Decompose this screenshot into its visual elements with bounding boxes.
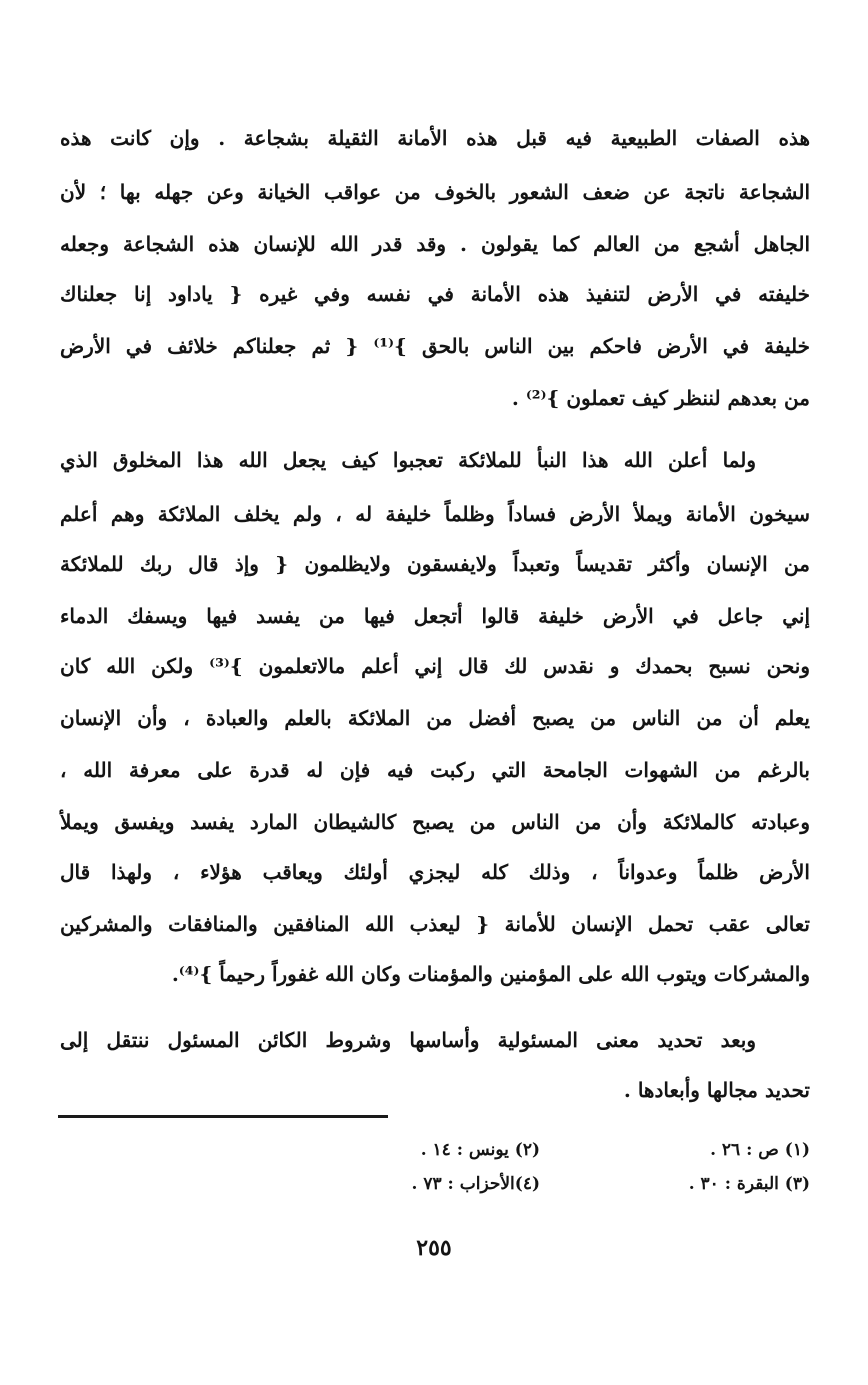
body-line: الشجاعة ناتجة عن ضعف الشعور بالخوف من عواقب الخيانة وعن جهله بها ؛ لأن xyxy=(60,180,810,204)
footnote: (١) ص : ٢٦ . xyxy=(710,1140,810,1160)
body-line: إني جاعل في الأرض خليفة قالوا أتجعل فيها من يفسد فيها ويسفك الدماء xyxy=(60,604,810,628)
body-line: الجاهل أشجع من العالم كما يقولون . وقد قدر الله للإنسان هذه الشجاعة وجعله xyxy=(60,232,810,256)
footnote: (٤)الأحزاب : ٧٣ . xyxy=(411,1174,540,1194)
footnote: (٢) يونس : ١٤ . xyxy=(420,1140,540,1160)
body-line: وعبادته كالملائكة وأن من الناس من يصبح كالشيطان المارد يفسد ويفسق ويملأ xyxy=(60,810,811,834)
body-line: يعلم أن من الناس من يصبح أفضل من الملائكة بالعلم والعبادة ، وأن الإنسان xyxy=(60,706,810,730)
body-line: والمشركات ويتوب الله على المؤمنين والمؤمنات وكان الله غفوراً رحيماً }⁽⁴⁾. xyxy=(171,962,810,986)
body-line: من الإنسان وأكثر تقديساً وتعبداً ولايفسقون ولايظلمون { وإذ قال ربك للملائكة xyxy=(60,552,810,576)
body-line: تعالى عقب تحمل الإنسان للأمانة { ليعذب الله المنافقين والمنافقات والمشركين xyxy=(60,912,810,936)
footnote: (٣) البقرة : ٣٠ . xyxy=(688,1174,810,1194)
page-number: ٢٥٥ xyxy=(416,1235,452,1261)
body-line: بالرغم من الشهوات الجامحة التي ركبت فيه فإن له قدرة على معرفة الله ، xyxy=(60,758,810,782)
body-line: هذه الصفات الطبيعية فيه قبل هذه الأمانة الثقيلة بشجاعة . وإن كانت هذه xyxy=(60,126,810,150)
body-line: خليفة في الأرض فاحكم بين الناس بالحق }⁽¹⁾ { ثم جعلناكم خلائف في الأرض xyxy=(60,334,811,358)
body-line: من بعدهم لننظر كيف تعملون }⁽²⁾ . xyxy=(511,386,810,410)
footnote-separator xyxy=(58,1115,388,1118)
body-line: الأرض ظلماً وعدواناً ، وذلك كله ليجزي أولئك ويعاقب هؤلاء ، ولهذا قال xyxy=(60,860,810,884)
body-line: تحديد مجالها وأبعادها . xyxy=(623,1078,810,1102)
body-line: وبعد تحديد معنى المسئولية وأساسها وشروط الكائن المسئول ننتقل إلى xyxy=(60,1028,756,1052)
body-line: ولما أعلن الله هذا النبأ للملائكة تعجبوا كيف يجعل الله هذا المخلوق الذي xyxy=(60,448,756,472)
body-line: سيخون الأمانة ويملأ الأرض فساداً وظلماً خليفة له ، ولم يخلف الملائكة وهم أعلم xyxy=(60,502,810,526)
body-line: خليفته في الأرض لتنفيذ هذه الأمانة في نفسه وفي غيره { ياداود إنا جعلناك xyxy=(60,282,810,306)
body-line: ونحن نسبح بحمدك و نقدس لك قال إني أعلم مالاتعلمون }⁽³⁾ ولكن الله كان xyxy=(60,654,810,678)
